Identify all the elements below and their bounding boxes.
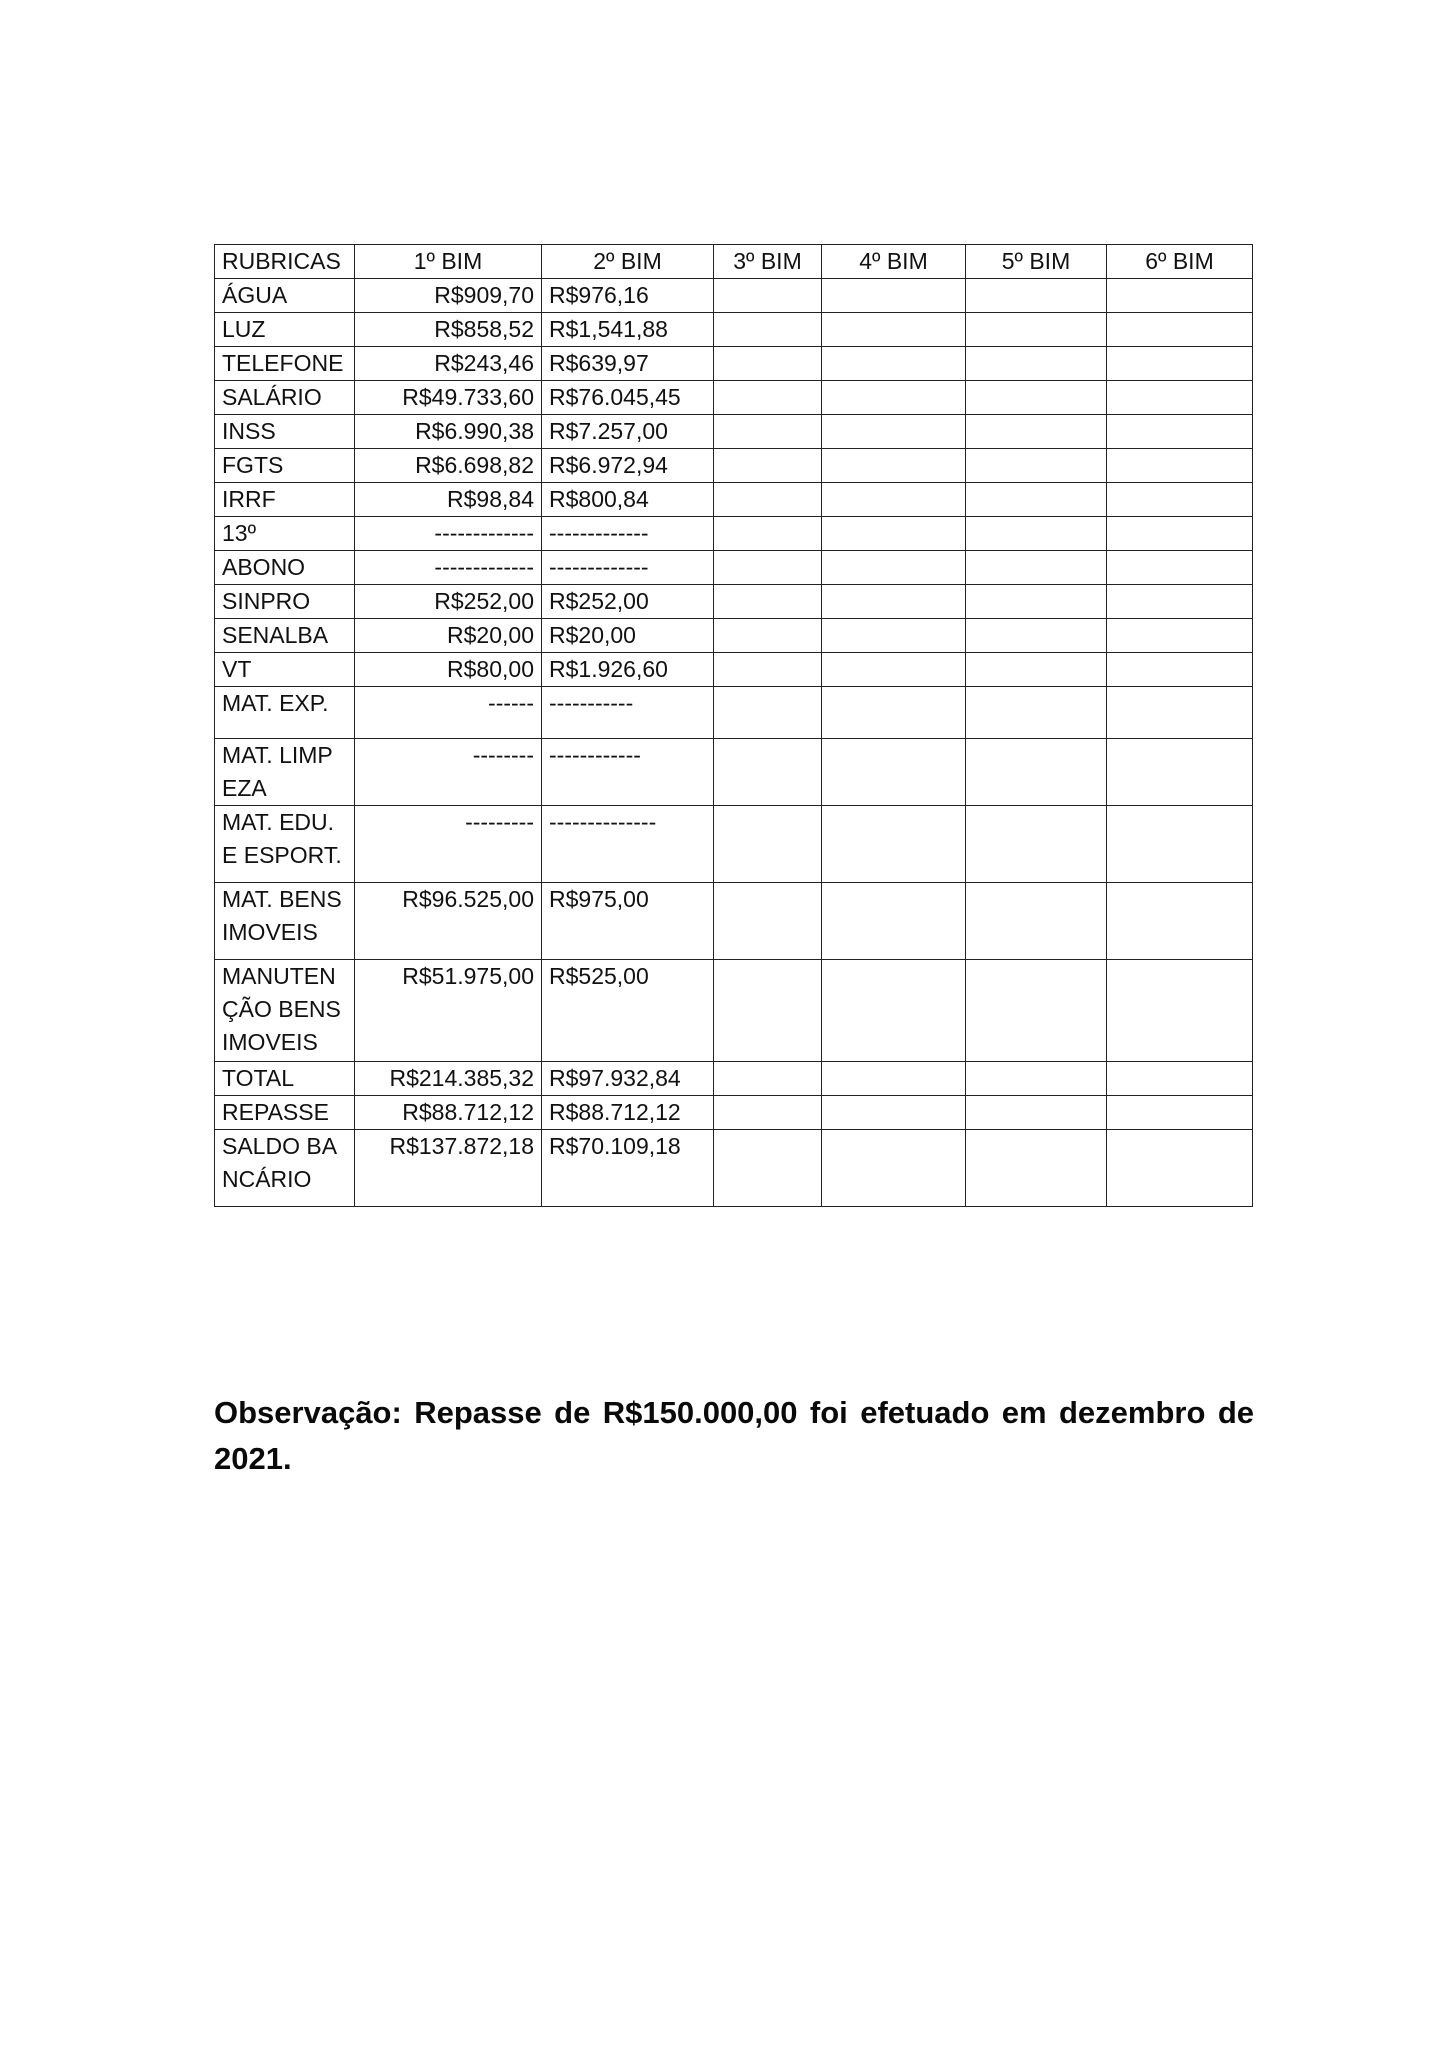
header-bim-3: 3º BIM xyxy=(714,245,822,279)
bim-1-cell: R$243,46 xyxy=(355,347,542,381)
bim-3-cell xyxy=(714,347,822,381)
bim-1-cell: ------ xyxy=(355,687,542,739)
table-row xyxy=(215,381,1253,415)
bim-5-cell xyxy=(966,347,1107,381)
rubrica-cell: FGTS xyxy=(215,449,355,483)
bim-2-cell: R$20,00 xyxy=(542,619,714,653)
bim-1-cell: R$858,52 xyxy=(355,313,542,347)
rubrica-cell: SENALBA xyxy=(215,619,355,653)
table-row xyxy=(215,1062,1253,1096)
bim-1-cell: R$214.385,32 xyxy=(355,1062,542,1096)
bim-6-cell xyxy=(1107,1130,1253,1207)
rubrica-cell: SALÁRIO xyxy=(215,381,355,415)
table-row xyxy=(215,585,1253,619)
bim-6-cell xyxy=(1107,687,1253,739)
bim-5-cell xyxy=(966,517,1107,551)
bim-2-cell: R$639,97 xyxy=(542,347,714,381)
table-body xyxy=(215,279,1253,1207)
bim-3-cell xyxy=(714,687,822,739)
rubrica-cell: TELEFONE xyxy=(215,347,355,381)
bim-6-cell xyxy=(1107,279,1253,313)
bim-6-cell xyxy=(1107,1096,1253,1130)
bim-5-cell xyxy=(966,381,1107,415)
bim-5-cell xyxy=(966,279,1107,313)
bim-3-cell xyxy=(714,1062,822,1096)
bim-5-cell xyxy=(966,1062,1107,1096)
table-row xyxy=(215,619,1253,653)
bim-4-cell xyxy=(822,1130,966,1207)
header-bim-4: 4º BIM xyxy=(822,245,966,279)
bim-5-cell xyxy=(966,653,1107,687)
bim-6-cell xyxy=(1107,1062,1253,1096)
bim-2-cell: R$1,541,88 xyxy=(542,313,714,347)
rubrica-cell: REPASSE xyxy=(215,1096,355,1130)
table-row xyxy=(215,739,1253,806)
rubrica-cell: TOTAL xyxy=(215,1062,355,1096)
table-row xyxy=(215,653,1253,687)
bim-6-cell xyxy=(1107,415,1253,449)
bim-2-cell: R$800,84 xyxy=(542,483,714,517)
rubrica-cell: VT xyxy=(215,653,355,687)
bim-4-cell xyxy=(822,960,966,1062)
table-row xyxy=(215,347,1253,381)
bim-5-cell xyxy=(966,415,1107,449)
bim-3-cell xyxy=(714,313,822,347)
bim-2-cell: R$88.712,12 xyxy=(542,1096,714,1130)
bim-3-cell xyxy=(714,619,822,653)
bim-1-cell: ------------- xyxy=(355,551,542,585)
bim-2-cell: R$76.045,45 xyxy=(542,381,714,415)
rubrica-cell: MAT. EDU. E ESPORT. xyxy=(215,806,355,883)
bim-5-cell xyxy=(966,739,1107,806)
bim-4-cell xyxy=(822,585,966,619)
rubrica-cell: ÁGUA xyxy=(215,279,355,313)
bim-6-cell xyxy=(1107,449,1253,483)
bim-4-cell xyxy=(822,313,966,347)
bim-4-cell xyxy=(822,1062,966,1096)
table-row xyxy=(215,517,1253,551)
bim-6-cell xyxy=(1107,313,1253,347)
bim-6-cell xyxy=(1107,517,1253,551)
bim-6-cell xyxy=(1107,381,1253,415)
bim-1-cell: R$6.990,38 xyxy=(355,415,542,449)
bim-2-cell: R$252,00 xyxy=(542,585,714,619)
bim-1-cell: R$49.733,60 xyxy=(355,381,542,415)
bim-5-cell xyxy=(966,619,1107,653)
rubrica-cell: ABONO xyxy=(215,551,355,585)
bim-5-cell xyxy=(966,687,1107,739)
bim-3-cell xyxy=(714,381,822,415)
bim-4-cell xyxy=(822,806,966,883)
bim-1-cell: R$252,00 xyxy=(355,585,542,619)
table-row xyxy=(215,883,1253,960)
bim-2-cell: R$7.257,00 xyxy=(542,415,714,449)
table-row xyxy=(215,1096,1253,1130)
bim-1-cell: R$51.975,00 xyxy=(355,960,542,1062)
bim-2-cell: R$97.932,84 xyxy=(542,1062,714,1096)
bim-5-cell xyxy=(966,449,1107,483)
header-rubricas: RUBRICAS xyxy=(215,245,355,279)
bim-4-cell xyxy=(822,883,966,960)
bim-1-cell: R$96.525,00 xyxy=(355,883,542,960)
table-row xyxy=(215,415,1253,449)
bim-6-cell xyxy=(1107,883,1253,960)
rubrica-cell: SALDO BANCÁRIO xyxy=(215,1130,355,1207)
bim-1-cell: --------- xyxy=(355,806,542,883)
table-row xyxy=(215,449,1253,483)
table-row xyxy=(215,279,1253,313)
bim-1-cell: R$6.698,82 xyxy=(355,449,542,483)
bim-2-cell: R$6.972,94 xyxy=(542,449,714,483)
bim-2-cell: ------------ xyxy=(542,739,714,806)
bim-3-cell xyxy=(714,449,822,483)
table-row xyxy=(215,687,1253,739)
bim-6-cell xyxy=(1107,806,1253,883)
rubrica-cell: 13º xyxy=(215,517,355,551)
header-bim-6: 6º BIM xyxy=(1107,245,1253,279)
table-row xyxy=(215,806,1253,883)
bim-4-cell xyxy=(822,551,966,585)
bim-3-cell xyxy=(714,415,822,449)
bim-5-cell xyxy=(966,483,1107,517)
bim-4-cell xyxy=(822,381,966,415)
bim-5-cell xyxy=(966,806,1107,883)
observation-note: Observação: Repasse de R$150.000,00 foi efetuado em dezembro de 2021. xyxy=(214,1395,1254,1476)
bim-4-cell xyxy=(822,653,966,687)
table-row xyxy=(215,960,1253,1062)
bim-1-cell: R$98,84 xyxy=(355,483,542,517)
bim-6-cell xyxy=(1107,585,1253,619)
bim-5-cell xyxy=(966,585,1107,619)
bim-3-cell xyxy=(714,653,822,687)
bim-6-cell xyxy=(1107,653,1253,687)
bim-5-cell xyxy=(966,960,1107,1062)
bim-5-cell xyxy=(966,1096,1107,1130)
rubrica-cell: IRRF xyxy=(215,483,355,517)
bim-3-cell xyxy=(714,279,822,313)
bim-4-cell xyxy=(822,517,966,551)
bim-3-cell xyxy=(714,960,822,1062)
bim-4-cell xyxy=(822,449,966,483)
bim-2-cell: -------------- xyxy=(542,806,714,883)
bim-4-cell xyxy=(822,619,966,653)
table-row xyxy=(215,313,1253,347)
bim-1-cell: R$80,00 xyxy=(355,653,542,687)
bim-1-cell: R$20,00 xyxy=(355,619,542,653)
bim-2-cell: R$975,00 xyxy=(542,883,714,960)
bim-3-cell xyxy=(714,883,822,960)
rubrica-cell: LUZ xyxy=(215,313,355,347)
bim-5-cell xyxy=(966,313,1107,347)
header-bim-2: 2º BIM xyxy=(542,245,714,279)
bim-4-cell xyxy=(822,279,966,313)
bim-2-cell: ------------- xyxy=(542,517,714,551)
header-bim-1: 1º BIM xyxy=(355,245,542,279)
bim-3-cell xyxy=(714,483,822,517)
bim-2-cell: ----------- xyxy=(542,687,714,739)
bim-1-cell: R$88.712,12 xyxy=(355,1096,542,1130)
bim-4-cell xyxy=(822,483,966,517)
bim-3-cell xyxy=(714,1130,822,1207)
bim-3-cell xyxy=(714,1096,822,1130)
bim-4-cell xyxy=(822,1096,966,1130)
bim-3-cell xyxy=(714,517,822,551)
bim-4-cell xyxy=(822,739,966,806)
table-row xyxy=(215,551,1253,585)
bim-1-cell: R$909,70 xyxy=(355,279,542,313)
rubrica-cell: INSS xyxy=(215,415,355,449)
rubrica-cell: MAT. LIMPEZA xyxy=(215,739,355,806)
bim-2-cell: R$1.926,60 xyxy=(542,653,714,687)
bim-1-cell: -------- xyxy=(355,739,542,806)
bim-2-cell: R$70.109,18 xyxy=(542,1130,714,1207)
bim-3-cell xyxy=(714,739,822,806)
rubrica-cell: SINPRO xyxy=(215,585,355,619)
bim-5-cell xyxy=(966,1130,1107,1207)
rubrica-cell: MANUTENÇÃO BENS IMOVEIS xyxy=(215,960,355,1062)
table-row xyxy=(215,483,1253,517)
bim-6-cell xyxy=(1107,960,1253,1062)
rubrica-cell: MAT. BENS IMOVEIS xyxy=(215,883,355,960)
bim-6-cell xyxy=(1107,739,1253,806)
bim-2-cell: R$525,00 xyxy=(542,960,714,1062)
bim-2-cell: ------------- xyxy=(542,551,714,585)
bim-4-cell xyxy=(822,347,966,381)
bim-5-cell xyxy=(966,551,1107,585)
header-bim-5: 5º BIM xyxy=(966,245,1107,279)
bim-1-cell: ------------- xyxy=(355,517,542,551)
bim-6-cell xyxy=(1107,483,1253,517)
bim-6-cell xyxy=(1107,347,1253,381)
bim-6-cell xyxy=(1107,619,1253,653)
table-row xyxy=(215,1130,1253,1207)
budget-table xyxy=(214,244,1253,1207)
bim-3-cell xyxy=(714,585,822,619)
rubrica-cell: MAT. EXP. xyxy=(215,687,355,739)
bim-4-cell xyxy=(822,687,966,739)
table-header-row xyxy=(215,245,1253,279)
bim-3-cell xyxy=(714,806,822,883)
bim-2-cell: R$976,16 xyxy=(542,279,714,313)
bim-6-cell xyxy=(1107,551,1253,585)
bim-5-cell xyxy=(966,883,1107,960)
bim-1-cell: R$137.872,18 xyxy=(355,1130,542,1207)
bim-4-cell xyxy=(822,415,966,449)
bim-3-cell xyxy=(714,551,822,585)
